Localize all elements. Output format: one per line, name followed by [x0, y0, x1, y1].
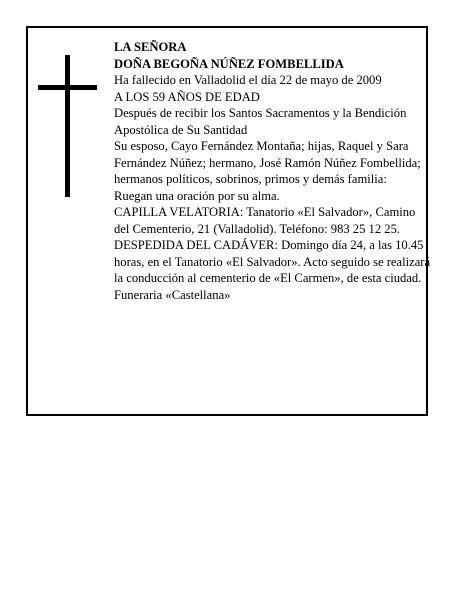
death-date-line: Ha fallecido en Valladolid el día 22 de mayo de 2009 [114, 73, 382, 87]
prayer-request: Ruegan una oración por su alma. [114, 188, 280, 203]
notice-title: LA SEÑORA [114, 40, 187, 54]
obituary-text [114, 39, 432, 303]
cross-horizontal-bar [38, 85, 97, 90]
funeral-home: Funeraria «Castellana» [114, 287, 231, 302]
chapel-info: CAPILLA VELATORIA: Tanatorio «El Salvador», Camino del Cementerio, 21 (Valladolid). Teléfono: 983 25 12 25. [114, 205, 416, 236]
sacraments-line: Después de recibir los Santos Sacramentos y la Bendición Apostólica de Su Santidad [114, 106, 407, 137]
family-list: Su esposo, Cayo Fernández Montaña; hijas, Raquel y Sara Fernández Núñez; hermano, José Ramón Núñez Fombellida; hermanos políticos, sobrinos, primos y demás familia: [114, 139, 421, 186]
cross-vertical-bar [65, 55, 70, 197]
deceased-name: DOÑA BEGOÑA NÚÑEZ FOMBELLIDA [114, 56, 344, 71]
age-line: A LOS 59 AÑOS DE EDAD [114, 89, 260, 104]
farewell-info: DESPEDIDA DEL CADÁVER: Domingo día 24, a las 10.45 horas, en el Tanatorio «El Salvador». Acto seguido se realizará la conducción al cementerio de «El Carmen», de esta ciudad. [114, 238, 431, 285]
